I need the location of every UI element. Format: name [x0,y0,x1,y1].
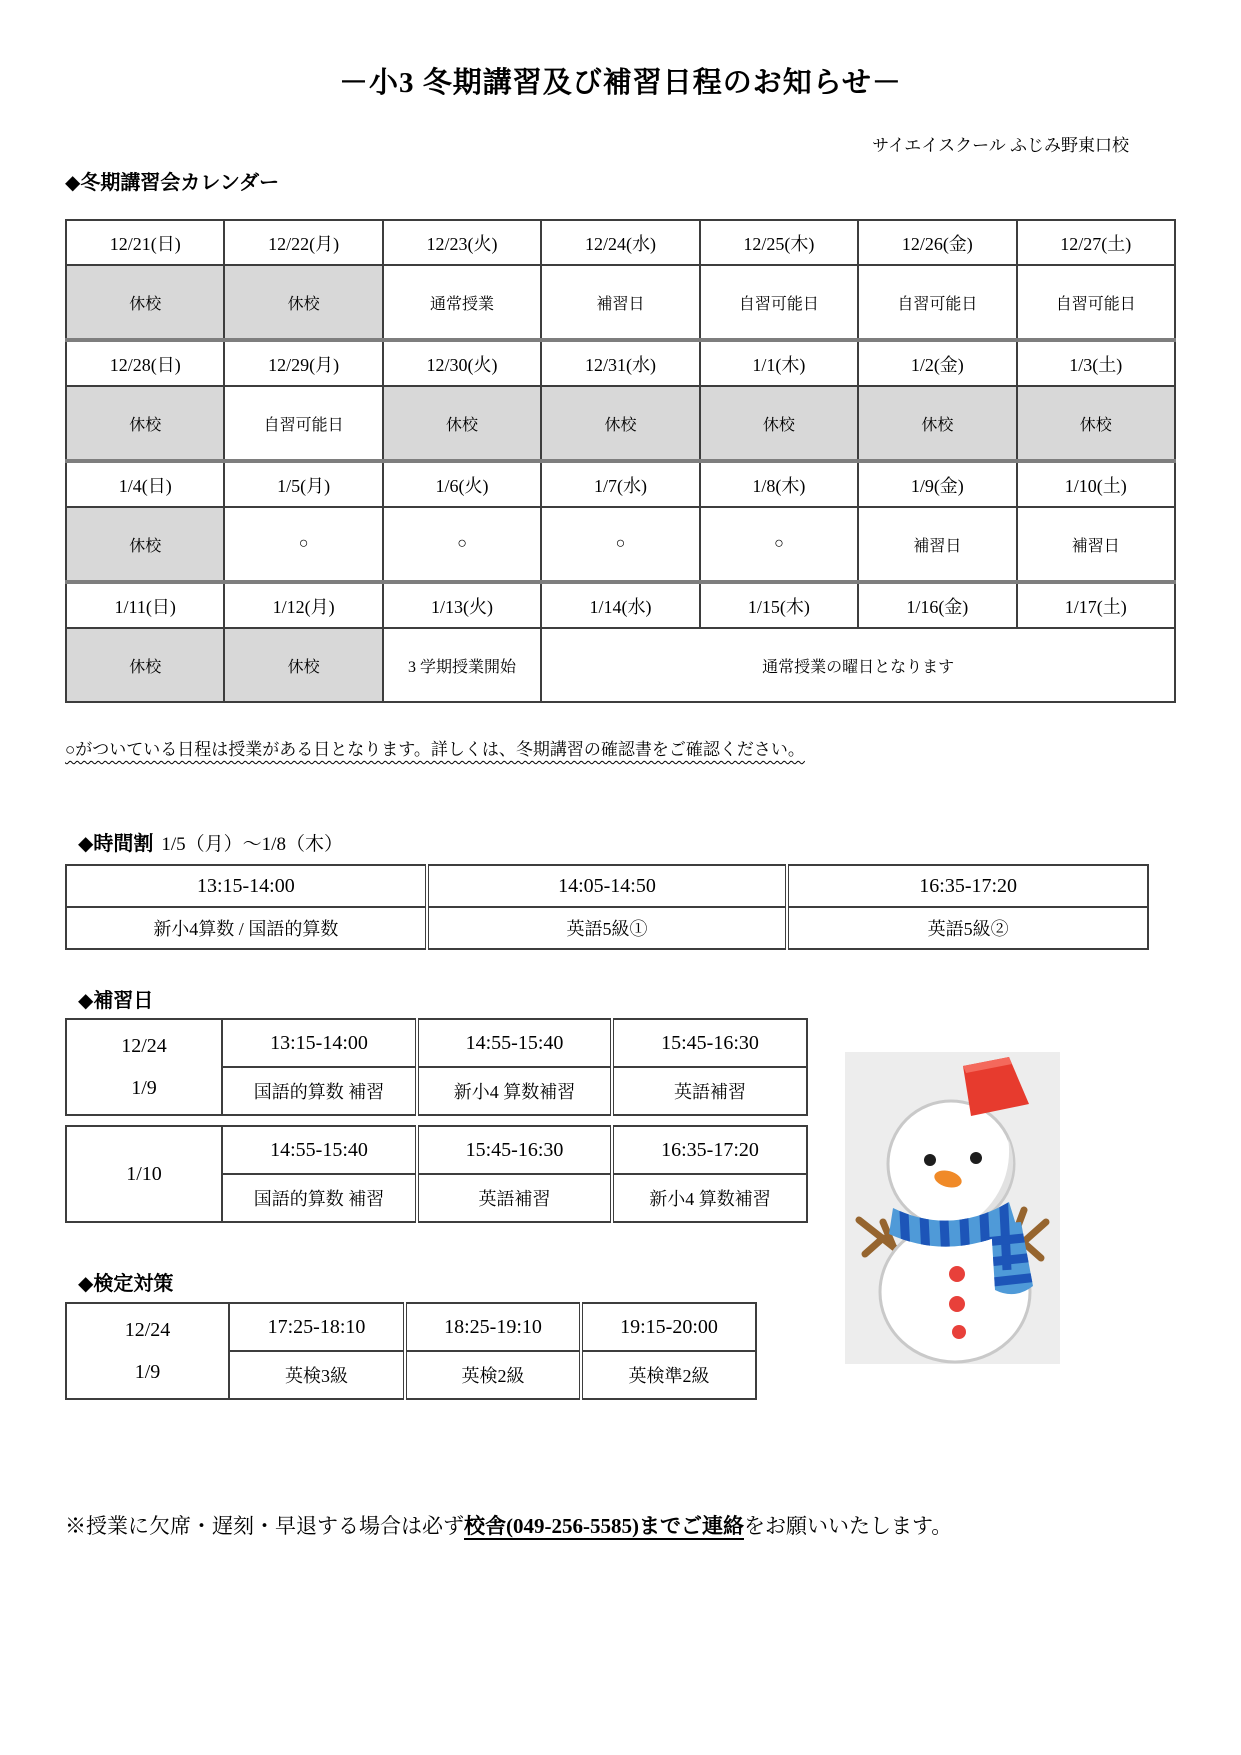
kentei-time-cell: 18:25-19:10 [405,1303,581,1351]
snowman-head [888,1101,1014,1227]
hoshu1-time-cell: 14:55-15:40 [417,1019,612,1067]
hoshu2-date-line1: 1/10 [126,1163,162,1185]
snowman-eye-right [970,1152,982,1164]
kentei-class-cell: 英検3級 [229,1351,405,1399]
calendar-status-cell: 補習日 [541,265,699,340]
calendar-date-cell: 12/22(月) [224,220,382,265]
kentei-class-cell: 英検準2級 [581,1351,756,1399]
kentei-date-line1: 12/24 [124,1319,171,1341]
calendar-status-cell: 休校 [700,386,858,461]
kentei-date-cell [66,1303,229,1399]
winter-calendar-table [65,219,1176,703]
section-heading-hoshu: ◆補習日 [78,990,154,1012]
calendar-date-cell: 1/11(日) [66,582,224,628]
calendar-status-cell: 休校 [66,265,224,340]
timetable-date-range: 1/5（月）～1/8（木） [161,834,343,855]
hoshu2-class-cell: 国語的算数 補習 [222,1174,417,1222]
calendar-date-cell: 1/1(木) [700,340,858,386]
calendar-week2-dates [66,340,1175,386]
hoshu1-times-row [66,1019,807,1067]
footer-prefix: ※授業に欠席・遅刻・早退する場合は必ず [65,1514,464,1538]
timetable-class-cell: 英語5級① [427,907,788,949]
timetable-time-cell: 13:15-14:00 [66,865,427,907]
hoshu1-date-line1: 12/24 [121,1035,167,1057]
hoshu1-class-cell: 新小4 算数補習 [417,1067,612,1115]
calendar-status-cell: 休校 [541,386,699,461]
calendar-status-cell: 休校 [66,507,224,582]
calendar-week3-dates [66,461,1175,507]
calendar-status-cell: 自習可能日 [858,265,1016,340]
hoshu2-time-cell: 15:45-16:30 [417,1126,612,1174]
calendar-week2-status [66,386,1175,461]
calendar-date-cell: 12/28(日) [66,340,224,386]
calendar-date-cell: 1/4(日) [66,461,224,507]
timetable-classes-row [66,907,1148,949]
hoshu1-time-cell: 13:15-14:00 [222,1019,417,1067]
timetable-class-cell: 英語5級② [787,907,1148,949]
calendar-status-cell: 通常授業 [383,265,541,340]
school-name: サイエイスクール ふじみ野東口校 [872,136,1129,155]
calendar-status-cell: 自習可能日 [224,386,382,461]
calendar-status-cell: 休校 [66,628,224,702]
hoshu1-time-cell: 15:45-16:30 [612,1019,807,1067]
hoshu-table-0110 [65,1125,808,1223]
calendar-date-cell: 1/12(月) [224,582,382,628]
calendar-status-cell: 休校 [224,265,382,340]
snowman-illustration [845,1052,1060,1364]
page-title: －小3 冬期講習及び補習日程のお知らせ－ [339,67,902,99]
calendar-status-cell: 補習日 [858,507,1016,582]
section-heading-timetable [78,827,343,856]
calendar-week1-dates [66,220,1175,265]
calendar-status-cell: 3 学期授業開始 [383,628,541,702]
calendar-status-cell: ○ [224,507,382,582]
hoshu2-time-cell: 16:35-17:20 [612,1126,807,1174]
kentei-times-row [66,1303,756,1351]
calendar-status-cell: 休校 [383,386,541,461]
calendar-date-cell: 12/31(水) [541,340,699,386]
calendar-date-cell: 1/2(金) [858,340,1016,386]
calendar-date-cell: 12/27(土) [1017,220,1175,265]
calendar-status-cell: ○ [541,507,699,582]
hoshu2-time-cell: 14:55-15:40 [222,1126,417,1174]
calendar-date-cell: 12/23(火) [383,220,541,265]
calendar-date-cell: 1/3(土) [1017,340,1175,386]
hoshu2-times-row [66,1126,807,1174]
calendar-date-cell: 12/21(日) [66,220,224,265]
calendar-week1-status [66,265,1175,340]
footer-suffix: をお願いいたします。 [743,1514,953,1538]
hoshu2-class-cell: 新小4 算数補習 [612,1174,807,1222]
calendar-status-cell: 補習日 [1017,507,1175,582]
hoshu1-class-cell: 英語補習 [612,1067,807,1115]
calendar-date-cell: 1/6(火) [383,461,541,507]
timetable-heading-label: ◆時間割 [78,833,154,855]
timetable-times-row [66,865,1148,907]
kentei-time-cell: 19:15-20:00 [581,1303,756,1351]
calendar-status-cell: 休校 [1017,386,1175,461]
calendar-date-cell: 12/26(金) [858,220,1016,265]
kentei-time-cell: 17:25-18:10 [229,1303,405,1351]
hoshu2-date-cell [66,1126,222,1222]
hoshu-table-1224 [65,1018,808,1116]
calendar-week3-status [66,507,1175,582]
section-heading-calendar: ◆冬期講習会カレンダー [65,172,280,194]
timetable-time-cell: 16:35-17:20 [787,865,1148,907]
hoshu2-class-cell: 英語補習 [417,1174,612,1222]
calendar-status-cell: 自習可能日 [700,265,858,340]
snowman-eye-left [924,1154,936,1166]
timetable-class-cell: 新小4算数 / 国語的算数 [66,907,427,949]
calendar-date-cell: 1/8(木) [700,461,858,507]
calendar-date-cell: 12/24(水) [541,220,699,265]
calendar-date-cell: 1/16(金) [858,582,1016,628]
calendar-date-cell: 1/5(月) [224,461,382,507]
calendar-date-cell: 12/30(火) [383,340,541,386]
calendar-date-cell: 1/13(火) [383,582,541,628]
kentei-date-line2: 1/9 [134,1361,161,1383]
footer-contact-note [65,1510,1185,1540]
calendar-date-cell: 12/25(木) [700,220,858,265]
calendar-date-cell: 1/17(土) [1017,582,1175,628]
calendar-status-cell: ○ [383,507,541,582]
footer-contact-emphasis: 校舎(049-256-5585)までご連絡 [464,1514,744,1538]
calendar-status-cell: 休校 [66,386,224,461]
calendar-week4-dates [66,582,1175,628]
calendar-date-cell: 1/15(木) [700,582,858,628]
calendar-date-cell: 1/10(土) [1017,461,1175,507]
kentei-class-cell: 英検2級 [405,1351,581,1399]
calendar-date-cell: 1/14(水) [541,582,699,628]
calendar-date-cell: 12/29(月) [224,340,382,386]
hoshu1-class-cell: 国語的算数 補習 [222,1067,417,1115]
kentei-table [65,1302,757,1400]
calendar-status-cell: ○ [700,507,858,582]
calendar-date-cell: 1/9(金) [858,461,1016,507]
calendar-date-cell: 1/7(水) [541,461,699,507]
timetable-table [65,864,1149,950]
calendar-merged-cell: 通常授業の曜日となります [541,628,1175,702]
timetable-time-cell: 14:05-14:50 [427,865,788,907]
calendar-status-cell: 自習可能日 [1017,265,1175,340]
section-heading-kentei: ◆検定対策 [78,1273,174,1295]
hoshu1-date-line2: 1/9 [131,1077,157,1099]
calendar-status-cell: 休校 [224,628,382,702]
calendar-note: ○がついている日程は授業がある日となります。詳しくは、冬期講習の確認書をご確認ください。 [65,740,805,759]
calendar-week4-status [66,628,1175,702]
calendar-status-cell: 休校 [858,386,1016,461]
hoshu1-date-cell [66,1019,222,1115]
